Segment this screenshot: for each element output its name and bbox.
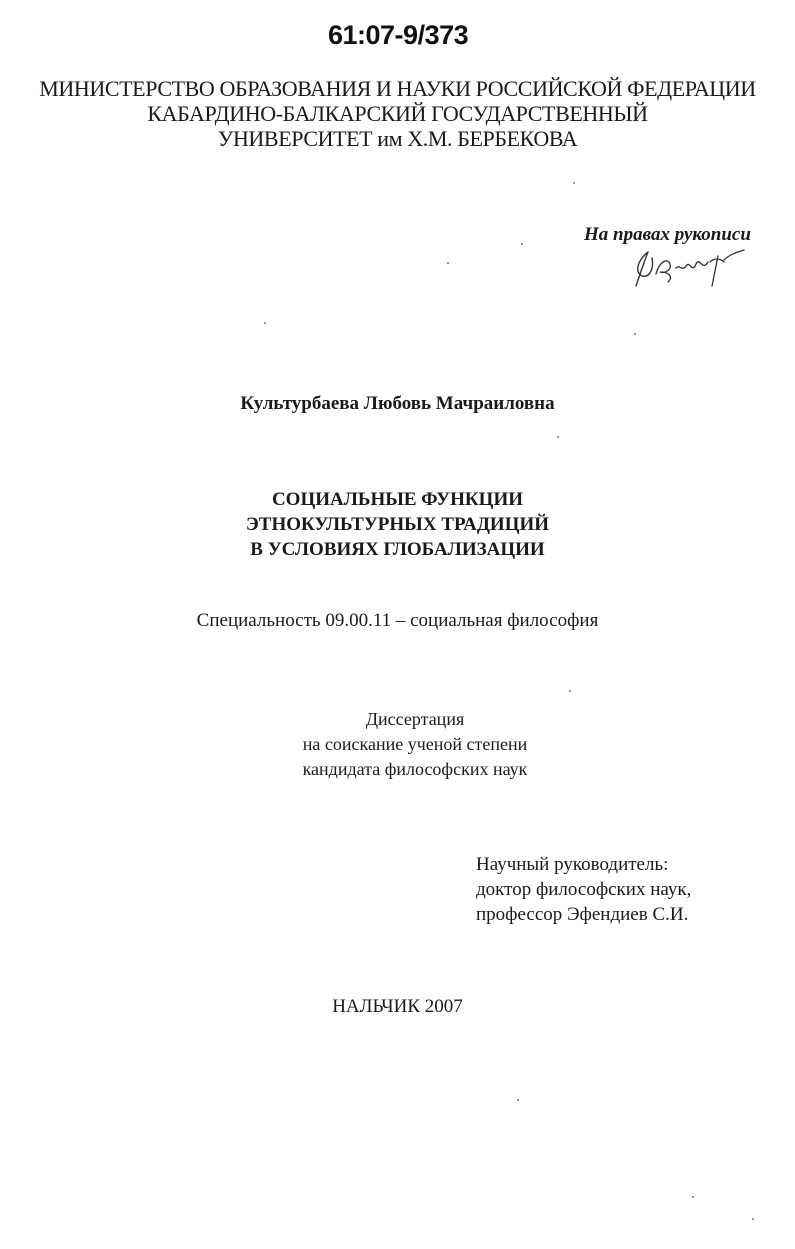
specialty: Специальность 09.00.11 – социальная философия bbox=[196, 610, 599, 631]
scan-speck bbox=[517, 1099, 519, 1101]
scan-speck bbox=[447, 262, 449, 264]
supervisor-line: доктор философских наук, bbox=[476, 879, 692, 900]
ministry-line: КАБАРДИНО-БАЛКАРСКИЙ ГОСУДАРСТВЕННЫЙ bbox=[147, 101, 648, 126]
supervisor-line: Научный руководитель: bbox=[476, 854, 669, 875]
signature-icon bbox=[628, 246, 748, 290]
ministry-header bbox=[0, 76, 795, 151]
degree-line: на соискание ученой степени bbox=[302, 734, 528, 754]
scan-speck bbox=[573, 182, 575, 184]
archive-code: 61:07-9/373 bbox=[328, 20, 469, 50]
ministry-line: МИНИСТЕРСТВО ОБРАЗОВАНИЯ И НАУКИ РОССИЙСКОЙ ФЕДЕРАЦИИ bbox=[39, 76, 756, 101]
degree-line: Диссертация bbox=[365, 709, 465, 729]
author-name: Культурбаева Любовь Мачраиловна bbox=[240, 393, 555, 414]
supervisor-line: профессор Эфендиев С.И. bbox=[476, 904, 689, 925]
title-line: СОЦИАЛЬНЫЕ ФУНКЦИИ bbox=[271, 489, 524, 510]
title-line: ЭТНОКУЛЬТУРНЫХ ТРАДИЦИЙ bbox=[245, 514, 550, 535]
scan-speck bbox=[752, 1218, 754, 1220]
scan-speck bbox=[634, 333, 636, 335]
supervisor-block bbox=[476, 852, 691, 927]
ministry-line: УНИВЕРСИТЕТ им Х.М. БЕРБЕКОВА bbox=[217, 126, 578, 151]
degree-line: кандидата философских наук bbox=[302, 759, 528, 779]
city-year: НАЛЬЧИК 2007 bbox=[332, 996, 463, 1017]
dissertation-title bbox=[0, 487, 795, 562]
dissertation-degree bbox=[280, 707, 550, 782]
scan-speck bbox=[521, 243, 523, 245]
scan-speck bbox=[692, 1196, 694, 1198]
scan-speck bbox=[264, 322, 266, 324]
scan-speck bbox=[569, 690, 571, 692]
manuscript-rights-notice: На правах рукописи bbox=[584, 224, 751, 245]
scan-speck bbox=[557, 436, 559, 438]
title-line: В УСЛОВИЯХ ГЛОБАЛИЗАЦИИ bbox=[250, 539, 545, 560]
